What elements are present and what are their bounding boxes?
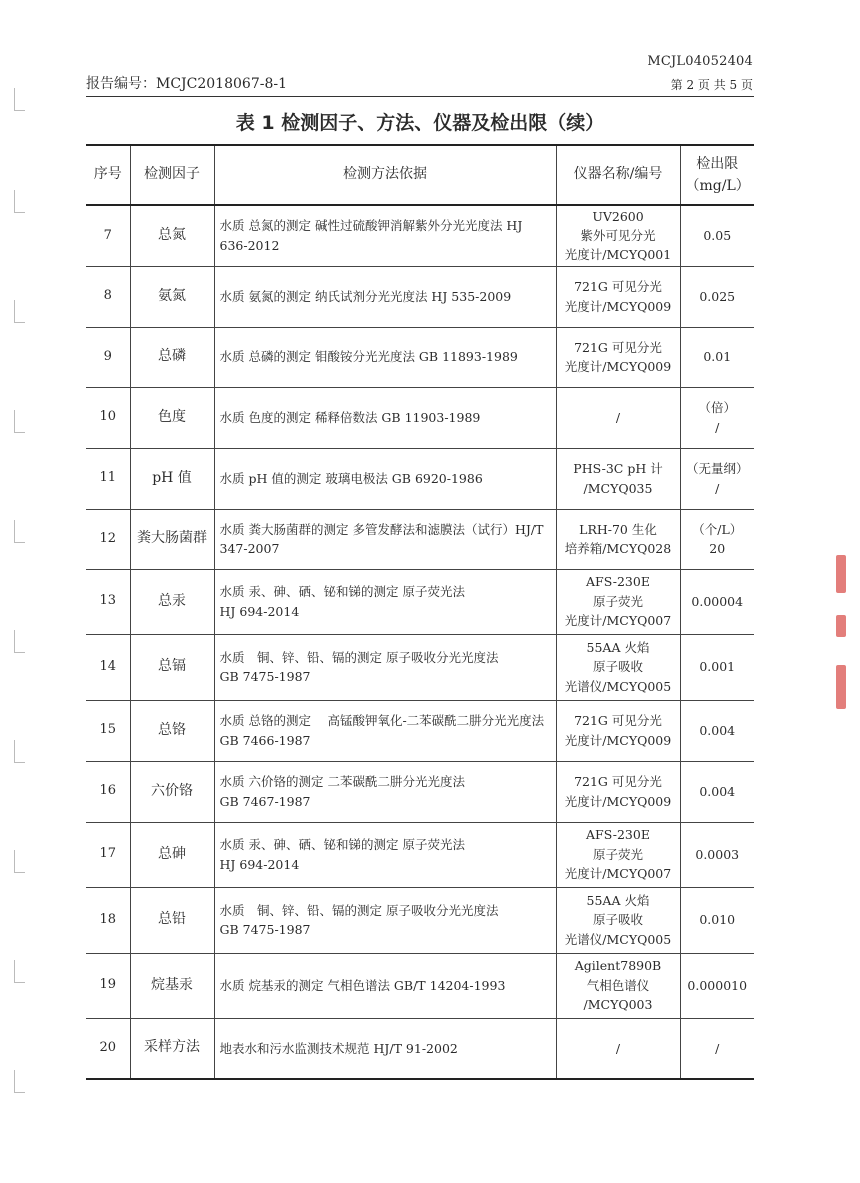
row-index: 8 <box>86 266 130 327</box>
binding-mark <box>14 630 25 653</box>
instrument-name: 55AA 火焰 原子吸收 光谱仪/MCYQ005 <box>556 634 680 700</box>
binding-mark <box>14 850 25 873</box>
instrument-name: UV2600 紫外可见分光 光度计/MCYQ001 <box>556 205 680 266</box>
table-row <box>86 634 754 700</box>
detection-item: 总铅 <box>130 887 214 953</box>
detection-limit: 0.004 <box>680 761 754 822</box>
row-index: 15 <box>86 700 130 761</box>
detection-methods-table <box>86 144 754 1080</box>
detection-item: 色度 <box>130 387 214 448</box>
method-basis: 水质 氨氮的测定 纳氏试剂分光光度法 HJ 535-2009 <box>214 266 556 327</box>
seal-mark <box>836 665 846 709</box>
row-index: 19 <box>86 953 130 1018</box>
instrument-name: PHS-3C pH 计 /MCYQ035 <box>556 448 680 509</box>
table-title: 表 1 检测因子、方法、仪器及检出限（续） <box>235 112 605 134</box>
detection-item: 总砷 <box>130 822 214 887</box>
row-index: 13 <box>86 569 130 634</box>
detection-limit: / <box>680 1018 754 1079</box>
table-row <box>86 387 754 448</box>
report-number: 报告编号：MCJC2018067-8-1 <box>86 76 287 92</box>
row-index: 17 <box>86 822 130 887</box>
detection-limit: 0.0003 <box>680 822 754 887</box>
method-basis: 水质 总磷的测定 钼酸铵分光光度法 GB 11893-1989 <box>214 327 556 387</box>
table-row <box>86 327 754 387</box>
detection-item: 采样方法 <box>130 1018 214 1079</box>
binding-mark <box>14 300 25 323</box>
method-basis: 水质 色度的测定 稀释倍数法 GB 11903-1989 <box>214 387 556 448</box>
detection-item: 氨氮 <box>130 266 214 327</box>
col-header-item: 检测因子 <box>130 145 214 205</box>
seal-mark <box>836 555 846 593</box>
method-basis: 水质 铜、锌、铅、镉的测定 原子吸收分光光度法 GB 7475-1987 <box>214 634 556 700</box>
instrument-name: / <box>556 387 680 448</box>
instrument-name: AFS-230E 原子荧光 光度计/MCYQ007 <box>556 569 680 634</box>
detection-limit: （无量纲） / <box>680 448 754 509</box>
col-header-instrument: 仪器名称/编号 <box>556 145 680 205</box>
row-index: 18 <box>86 887 130 953</box>
detection-limit: （倍） / <box>680 387 754 448</box>
method-basis: 水质 铜、锌、铅、镉的测定 原子吸收分光光度法 GB 7475-1987 <box>214 887 556 953</box>
detection-limit: 0.001 <box>680 634 754 700</box>
row-index: 14 <box>86 634 130 700</box>
binding-mark <box>14 88 25 111</box>
col-header-limit: 检出限 （mg/L） <box>680 145 754 205</box>
detection-item: 烷基汞 <box>130 953 214 1018</box>
instrument-name: 721G 可见分光 光度计/MCYQ009 <box>556 761 680 822</box>
table-body <box>86 205 754 1079</box>
instrument-name: 55AA 火焰 原子吸收 光谱仪/MCYQ005 <box>556 887 680 953</box>
binding-mark <box>14 410 25 433</box>
table-row <box>86 266 754 327</box>
method-basis: 水质 汞、砷、硒、铋和锑的测定 原子荧光法 HJ 694-2014 <box>214 822 556 887</box>
detection-item: 六价铬 <box>130 761 214 822</box>
document-code: MCJL04052404 <box>647 54 753 69</box>
row-index: 16 <box>86 761 130 822</box>
detection-limit: 0.00004 <box>680 569 754 634</box>
detection-limit: 0.025 <box>680 266 754 327</box>
method-basis: 水质 汞、砷、硒、铋和锑的测定 原子荧光法 HJ 694-2014 <box>214 569 556 634</box>
method-basis: 水质 总氮的测定 碱性过硫酸钾消解紫外分光光度法 HJ 636-2012 <box>214 205 556 266</box>
detection-item: 总磷 <box>130 327 214 387</box>
method-basis: 地表水和污水监测技术规范 HJ/T 91-2002 <box>214 1018 556 1079</box>
method-basis: 水质 烷基汞的测定 气相色谱法 GB/T 14204-1993 <box>214 953 556 1018</box>
detection-limit: 0.004 <box>680 700 754 761</box>
table-row <box>86 887 754 953</box>
row-index: 7 <box>86 205 130 266</box>
detection-item: pH 值 <box>130 448 214 509</box>
detection-item: 粪大肠菌群 <box>130 509 214 569</box>
instrument-name: LRH-70 生化 培养箱/MCYQ028 <box>556 509 680 569</box>
col-header-method: 检测方法依据 <box>214 145 556 205</box>
row-index: 9 <box>86 327 130 387</box>
binding-mark <box>14 960 25 983</box>
detection-item: 总汞 <box>130 569 214 634</box>
instrument-name: Agilent7890B 气相色谱仪 /MCYQ003 <box>556 953 680 1018</box>
table-row <box>86 448 754 509</box>
table-row <box>86 1018 754 1079</box>
method-basis: 水质 粪大肠菌群的测定 多管发酵法和滤膜法（试行）HJ/T 347-2007 <box>214 509 556 569</box>
detection-item: 总氮 <box>130 205 214 266</box>
row-index: 12 <box>86 509 130 569</box>
detection-item: 总镉 <box>130 634 214 700</box>
binding-mark <box>14 520 25 543</box>
detection-limit: 0.000010 <box>680 953 754 1018</box>
row-index: 11 <box>86 448 130 509</box>
table-row <box>86 761 754 822</box>
instrument-name: AFS-230E 原子荧光 光度计/MCYQ007 <box>556 822 680 887</box>
detection-limit: （个/L） 20 <box>680 509 754 569</box>
method-basis: 水质 总铬的测定 高锰酸钾氧化-二苯碳酰二肼分光光度法 GB 7466-1987 <box>214 700 556 761</box>
binding-mark <box>14 190 25 213</box>
table-row <box>86 509 754 569</box>
instrument-name: 721G 可见分光 光度计/MCYQ009 <box>556 700 680 761</box>
table-row <box>86 700 754 761</box>
col-header-index: 序号 <box>86 145 130 205</box>
detection-item: 总铬 <box>130 700 214 761</box>
binding-mark <box>14 740 25 763</box>
seal-mark <box>836 615 846 637</box>
instrument-name: 721G 可见分光 光度计/MCYQ009 <box>556 266 680 327</box>
table-header-row <box>86 145 754 205</box>
instrument-name: 721G 可见分光 光度计/MCYQ009 <box>556 327 680 387</box>
detection-limit: 0.010 <box>680 887 754 953</box>
detection-limit: 0.01 <box>680 327 754 387</box>
method-basis: 水质 六价铬的测定 二苯碳酰二肼分光光度法 GB 7467-1987 <box>214 761 556 822</box>
row-index: 20 <box>86 1018 130 1079</box>
detection-limit: 0.05 <box>680 205 754 266</box>
instrument-name: / <box>556 1018 680 1079</box>
row-index: 10 <box>86 387 130 448</box>
table-row <box>86 822 754 887</box>
table-row <box>86 205 754 266</box>
method-basis: 水质 pH 值的测定 玻璃电极法 GB 6920-1986 <box>214 448 556 509</box>
header-divider <box>86 96 754 97</box>
page-indicator: 第 2 页 共 5 页 <box>670 78 753 92</box>
table-row <box>86 953 754 1018</box>
table-row <box>86 569 754 634</box>
binding-mark <box>14 1070 25 1093</box>
